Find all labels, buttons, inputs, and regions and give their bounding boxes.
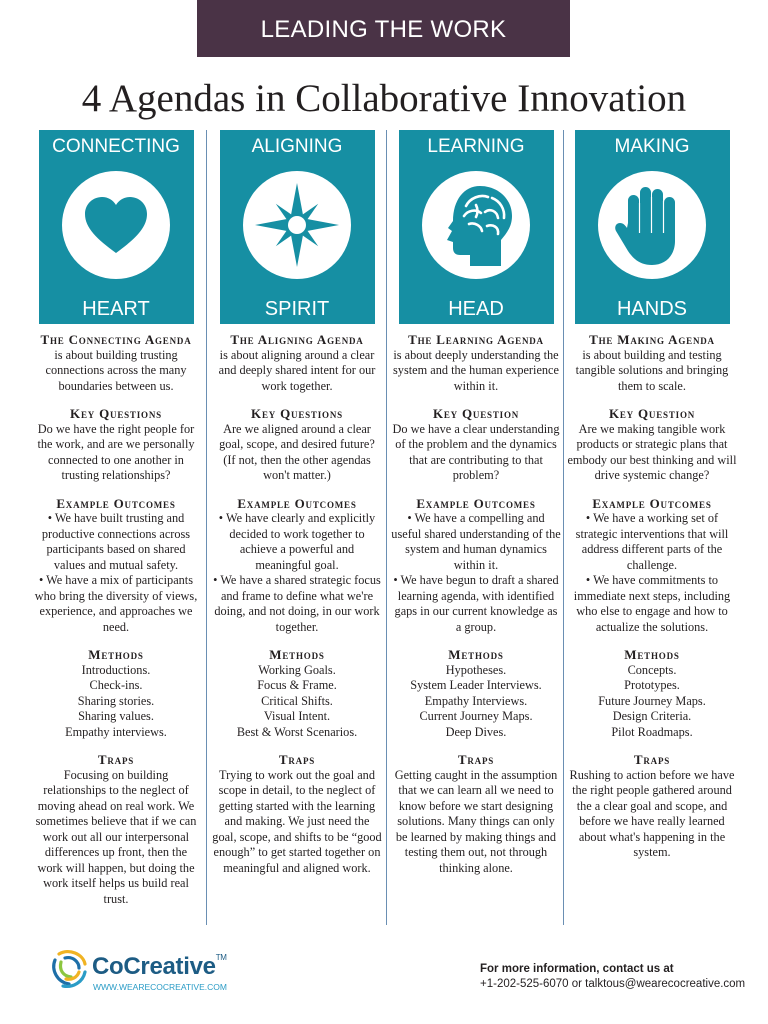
learning-card: [399, 130, 554, 324]
method-item: Focus & Frame.: [257, 678, 337, 692]
contact-info: [480, 962, 745, 992]
method-item: Empathy interviews.: [65, 724, 167, 739]
traps-text: Trying to work out the goal and scope in detail, to the neglect of getting started with the learning and making. We just need the goal, scope, and shifts to be “good enough” to get started together on meaningful and aligned work.: [212, 767, 382, 875]
traps-heading: Traps: [457, 752, 495, 767]
agenda-heading: The Aligning Agenda: [230, 332, 364, 347]
icon-circle: [598, 171, 706, 279]
method-item: Visual Intent.: [263, 709, 331, 723]
method-item: Introductions.: [81, 662, 151, 677]
methods-heading: Methods: [448, 647, 504, 662]
card-bottom-label: HANDS: [616, 298, 687, 320]
column-divider: [386, 130, 387, 925]
agenda-text: is about building and testing tangible solutions and bringing them to scale.: [575, 347, 729, 393]
outcome-item: • We have built trusting and productive connections across participants based on shared values and mutual safety.: [41, 511, 191, 572]
outcome-item: • We have a working set of strategic interventions that will address different parts of the challenge.: [575, 511, 729, 572]
card-top-label: MAKING: [614, 136, 690, 157]
agenda-text: is about deeply understanding the system and the human experience within it.: [393, 347, 559, 393]
method-item: Prototypes.: [624, 678, 680, 692]
page-title: 4 Agendas in Collaborative Innovation: [81, 77, 687, 120]
card-top-label: LEARNING: [427, 136, 525, 157]
card-bottom-label: HEAD: [448, 298, 504, 320]
compass-star-icon: [254, 182, 340, 268]
outcomes-heading: Example Outcomes: [416, 495, 536, 511]
outcome-item: • We have a mix of participants who bring the diversity of views, experience, and approaches we need.: [34, 573, 198, 634]
making-card: [575, 130, 730, 324]
questions-heading: Key Question: [608, 406, 696, 421]
method-item: System Leader Interviews.: [410, 678, 542, 692]
aligning-card: [220, 130, 375, 324]
contact-line-2[interactable]: +1-202-525-6070 or talktous@wearecocreative.com: [480, 978, 746, 990]
method-item: Working Goals.: [258, 662, 336, 677]
cocreative-logo-icon: [44, 946, 94, 990]
brand-url[interactable]: WWW.WEARECOCREATIVE.COM: [93, 982, 227, 992]
questions-heading: Key Questions: [70, 406, 162, 421]
agenda-heading: The Making Agenda: [589, 332, 715, 347]
questions-heading: Key Questions: [251, 406, 343, 421]
card-top-label: ALIGNING: [251, 136, 343, 157]
method-item: Best & Worst Scenarios.: [236, 724, 358, 739]
learning-column: [391, 130, 561, 876]
contact-line-1: For more information, contact us at: [480, 963, 674, 975]
outcome-item: • We have clearly and explicitly decided to work together to achieve a powerful and meaningful goal.: [218, 511, 376, 572]
agenda-text: is about aligning around a clear and deeply shared intent for our work together.: [218, 347, 376, 393]
making-column: [567, 130, 737, 861]
method-item: Sharing stories.: [77, 693, 155, 708]
method-item: Sharing values.: [78, 709, 154, 723]
method-item: Deep Dives.: [445, 724, 507, 739]
agenda-text: is about building trusting connections across the many boundaries between us.: [45, 347, 187, 393]
outcome-item: • We have commitments to immediate next steps, including who else to engage and how to actualize the solutions.: [573, 573, 731, 634]
method-item: Hypotheses.: [445, 662, 507, 677]
methods-heading: Methods: [88, 647, 144, 662]
method-item: Future Journey Maps.: [598, 693, 706, 708]
outcome-item: • We have a compelling and useful shared understanding of the system and human dynamics within it.: [391, 511, 561, 572]
outcome-item: • We have a shared strategic focus and frame to define what we're doing, and not doing, in our work together.: [213, 573, 381, 634]
connecting-card: [39, 130, 194, 324]
method-item: Concepts.: [627, 662, 677, 677]
method-item: Current Journey Maps.: [419, 709, 533, 723]
outcomes-heading: Example Outcomes: [56, 495, 176, 511]
hand-icon: [612, 183, 692, 267]
icon-circle: [243, 171, 351, 279]
questions-text: Do we have a clear understanding of the problem and the dynamics that are contributing to that problem?: [392, 421, 560, 482]
card-bottom-label: HEART: [82, 298, 150, 320]
method-item: Check-ins.: [89, 678, 143, 692]
outcomes-heading: Example Outcomes: [592, 495, 712, 511]
card-top-label: CONNECTING: [52, 136, 180, 157]
traps-text: Getting caught in the assumption that we can learn all we need to know before we start designing solutions. Many things can only be learned by making things and testing them out, not through thinking alone.: [394, 767, 558, 875]
traps-text: Rushing to action before we have the right people gathered around the a clear goal and scope, and before we have really learned about what's happening in the system.: [569, 767, 735, 859]
questions-text: Are we making tangible work products or strategic plans that embody our best thinking and will drive systemic change?: [567, 421, 737, 482]
aligning-column: [212, 130, 382, 876]
traps-heading: Traps: [633, 752, 671, 767]
traps-text: Focusing on building relationships to the neglect of moving ahead on real work. We sometimes believe that if we can work out all our interpersonal differences up front, then the work will happen, but doing the work itself helps us build real trust.: [35, 767, 197, 906]
outcome-item: • We have begun to draft a shared learning agenda, with identified gaps in our current knowledge as a group.: [393, 573, 559, 634]
icon-circle: [422, 171, 530, 279]
method-item: Empathy Interviews.: [424, 693, 528, 708]
method-item: Critical Shifts.: [261, 693, 333, 708]
column-divider: [563, 130, 564, 925]
head-brain-icon: [436, 182, 516, 268]
questions-text: Do we have the right people for the work, and are we personally connected to one another in trusting relationships?: [37, 421, 195, 482]
agenda-heading: The Connecting Agenda: [40, 332, 192, 347]
agenda-heading: The Learning Agenda: [408, 332, 544, 347]
card-bottom-label: SPIRIT: [264, 298, 330, 320]
heart-icon: [83, 195, 149, 255]
column-divider: [206, 130, 207, 925]
methods-heading: Methods: [269, 647, 325, 662]
outcomes-heading: Example Outcomes: [237, 495, 357, 511]
traps-heading: Traps: [97, 752, 135, 767]
method-item: Design Criteria.: [612, 709, 692, 723]
traps-heading: Traps: [278, 752, 316, 767]
questions-text: Are we aligned around a clear goal, scope, and desired future? (If not, then the other agendas won't matter.): [219, 421, 375, 482]
icon-circle: [62, 171, 170, 279]
method-item: Pilot Roadmaps.: [611, 724, 693, 739]
questions-heading: Key Question: [432, 406, 520, 421]
brand-name: CoCreative™: [92, 953, 227, 980]
top-banner: LEADING THE WORK: [197, 0, 570, 57]
methods-heading: Methods: [624, 647, 680, 662]
connecting-column: [31, 130, 201, 907]
